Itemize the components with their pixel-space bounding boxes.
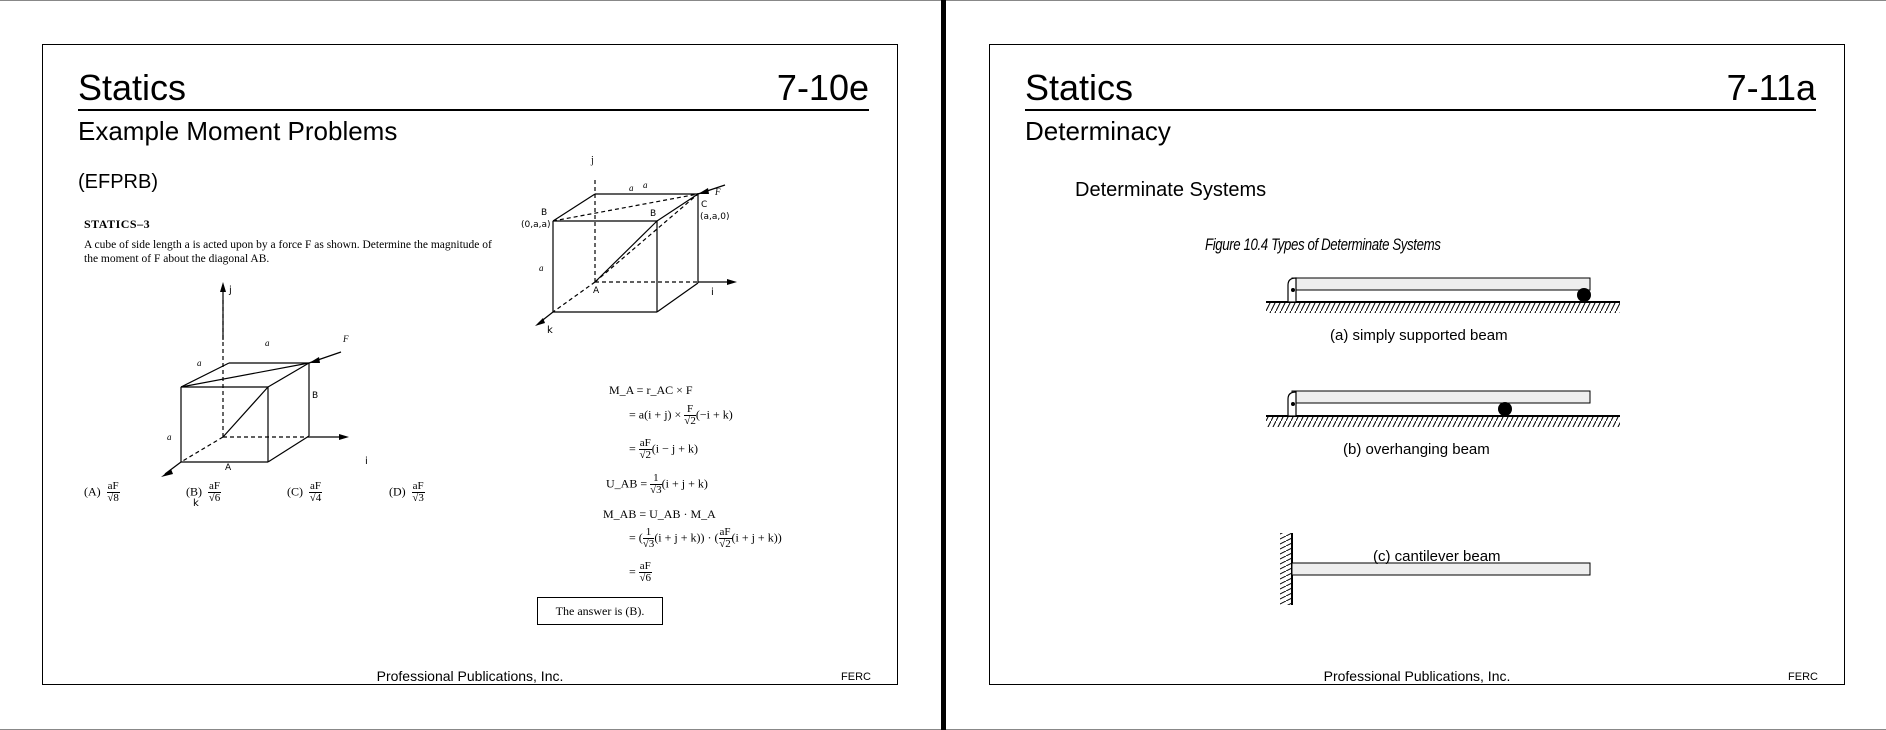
choice-d: (D) $\frac{aF}{√3}$ [389, 480, 424, 504]
footer-tag-right: FERC [1788, 671, 1818, 683]
title-rule [78, 109, 869, 111]
footer-tag: FERC [841, 671, 871, 683]
page-top-edge [0, 0, 941, 1]
axis-i-label-2: i [711, 287, 714, 298]
title-rule-right [1025, 109, 1816, 111]
point-b-label-left: B [541, 208, 548, 218]
edge-a-label-side: a [629, 183, 634, 193]
slide-7-10e [42, 44, 898, 685]
axis-j-label: j [229, 285, 232, 296]
right-page [946, 0, 1886, 730]
axis-j-label-2: j [591, 155, 594, 166]
beam-caption-b: (b) overhanging beam [1343, 441, 1490, 458]
slide-subtitle: Example Moment Problems [78, 116, 398, 146]
eq-line-7: = $\frac{aF}{√6}$ [629, 560, 652, 584]
force-f-label: F [343, 334, 349, 344]
slide-number: 7-10e [776, 67, 869, 108]
axis-k-label: k [193, 498, 199, 509]
slide-7-11a [989, 44, 1845, 685]
footer-publisher: Professional Publications, Inc. [376, 668, 564, 684]
edge-a-label-left: a [539, 263, 544, 273]
point-b-label-right: B [650, 209, 657, 219]
eq-line-2: = a(i + j) × $\frac{F}{√2}$ (−i + k) [629, 403, 733, 427]
choice-a: (A) $\frac{aF}{√8}$ [84, 480, 119, 504]
slide-title: Statics [78, 67, 187, 108]
choice-b: (B) $\frac{aF}{√6}$ [186, 480, 221, 504]
edge-a-top-label: a [265, 338, 270, 348]
eq-line-5: M_AB = U_AB · M_A [603, 507, 716, 521]
axis-k-label-2: k [547, 325, 553, 336]
eq-line-1: M_A = r_AC × F [609, 383, 693, 397]
slide-subtitle-right: Determinacy [1025, 116, 1171, 146]
simply-supported-beam [1266, 278, 1620, 313]
page-top-edge-right [946, 0, 1886, 1]
axis-i-label: i [365, 456, 368, 467]
point-c-coord: (a,a,0) [700, 212, 730, 222]
beam-diagrams [1266, 271, 1626, 591]
beam-caption-c: (c) cantilever beam [1373, 548, 1501, 565]
choice-c: (C) $\frac{aF}{√4}$ [287, 480, 322, 504]
point-b-label: B [312, 391, 319, 401]
force-f-label-2: F [715, 187, 721, 197]
point-a-label: A [225, 463, 232, 473]
eq-line-4: U_AB = $\frac{1}{√3}$ (i + j + k) [606, 472, 708, 496]
eq-line-6: = ( $\frac{1}{√3}$ (i + j + k)) · ( $\frac{aF}{√2}$ (i + j + k)) [629, 526, 782, 550]
slide-title-right: Statics [1025, 67, 1134, 108]
edge-a-side-label: a [167, 432, 172, 442]
answer-box: The answer is (B). [537, 597, 663, 625]
eq-line-3: = $\frac{aF}{√2}$ (i − j + k) [629, 437, 698, 461]
beam-caption-a: (a) simply supported beam [1330, 327, 1508, 344]
figure-caption: Figure 10.4 Types of Determinate Systems [1205, 235, 1441, 254]
problem-label: STATICS–3 [84, 217, 151, 231]
point-c-label: C [701, 200, 708, 210]
slide-number-right: 7-11a [1726, 67, 1816, 108]
edge-a-left-label: a [197, 358, 202, 368]
left-page [0, 0, 941, 730]
point-b-coord: (0,a,a) [521, 220, 551, 230]
cube-figure-problem [167, 280, 403, 510]
footer-publisher-right: Professional Publications, Inc. [1323, 668, 1511, 684]
point-a-label-2: A [593, 286, 600, 296]
section-heading: Determinate Systems [1075, 179, 1267, 201]
problem-code: (EFPRB) [78, 171, 158, 193]
edge-a-label-top: a [643, 180, 648, 190]
overhanging-beam [1266, 391, 1620, 427]
cantilever-beam [1280, 533, 1590, 605]
problem-text: A cube of side length a is acted upon by a force F as shown. Determine the magnitude of the moment of F about the diagonal AB. [84, 239, 492, 265]
